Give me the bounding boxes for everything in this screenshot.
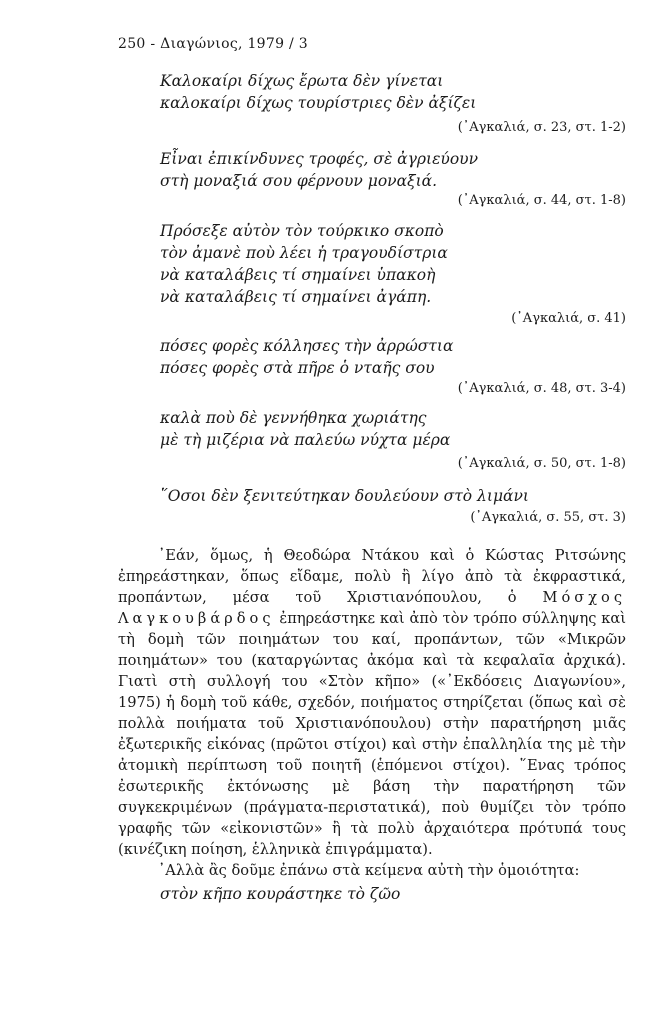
- poem-excerpt: [160, 485, 529, 507]
- verse-line: καλοκαίρι δίχως τουρίστριες δὲν ἀξίζει: [160, 94, 477, 112]
- verse-line: ῞Οσοι δὲν ξενιτεύτηκαν δουλεύουν στὸ λιμάνι: [160, 487, 529, 505]
- verse-line: στὸν κῆπο κουράστηκε τὸ ζῶο: [160, 885, 401, 903]
- paragraph: ᾿Αλλὰ ἂς δοῦμε ἐπάνω στὰ κείμενα αὐτὴ τὴν ὁμοιότητα:: [158, 862, 580, 879]
- poem-excerpt: [160, 148, 478, 192]
- verse-line: στὴ μοναξιά σου φέρνουν μοναξιά.: [160, 172, 438, 190]
- verse-line: Εἶναι ἐπικίνδυνες τροφές, σὲ ἀγριεύουν: [160, 150, 479, 168]
- verse-line: νὰ καταλάβεις τί σημαίνει ὑπακοὴ: [160, 266, 436, 284]
- body-text: [118, 545, 626, 881]
- verse-line: μὲ τὴ μιζέρια νὰ παλεύω νύχτα μέρα: [160, 431, 451, 449]
- verse-line: πόσες φορὲς κόλλησες τὴν ἀρρώστια: [160, 337, 454, 355]
- citation: (᾿Αγκαλιά, σ. 55, στ. 3): [470, 510, 626, 525]
- poet-name: Μόσχος Λαγκουβάρδος: [118, 589, 626, 627]
- verse-line: Πρόσεξε αὐτὸν τὸν τούρκικο σκοπὸ: [160, 222, 444, 240]
- poem-excerpt: [160, 70, 476, 114]
- verse-line: πόσες φορὲς στὰ πῆρε ὁ νταῆς σου: [160, 359, 435, 377]
- citation: (᾿Αγκαλιά, σ. 44, στ. 1-8): [457, 193, 626, 208]
- paragraph: [118, 545, 626, 860]
- verse-line: καλὰ ποὺ δὲ γεννήθηκα χωριάτης: [160, 409, 427, 427]
- citation: (᾿Αγκαλιά, σ. 41): [511, 311, 626, 326]
- poem-excerpt: [160, 335, 453, 379]
- verse-line: νὰ καταλάβεις τί σημαίνει ἀγάπη.: [160, 288, 432, 306]
- citation: (᾿Αγκαλιά, σ. 48, στ. 3-4): [457, 381, 626, 396]
- paragraph-text: ἐπηρεάστηκε καὶ ἀπὸ τὸν τρόπο σύλληψης καὶ τὴ δομὴ τῶν ποιημάτων του καί, προπάντων, τῶν «Μικρῶν ποιημάτων» του (καταργώντας ἀκόμα καὶ τὰ κεφαλαῖα ἀρχικά). Γιατὶ στὴ συλλογή του «Στὸν κῆπο» («᾿Εκδόσεις Διαγωνίου», 1975) ἡ δομὴ τοῦ κάθε, σχεδόν, ποιήματος στηρίζεται (ὅπως καὶ σὲ πολλὰ ποιήματα τοῦ Χριστιανόπουλου) στὴν παρατήρηση μιᾶς ἐξωτερικῆς εἰκόνας (πρῶτοι στίχοι) καὶ στὴν ἐπαλληλία της μὲ τὴν ἀτομικὴ περίπτωση τοῦ ποιητῆ (ἑπόμενοι στίχοι). ῞Ενας τρόπος ἐσωτερικῆς ἐκτόνωσης μὲ βάση τὴν παρατήρηση τῶν συγκεκριμένων (πράγματα-περιστατικά), ποὺ θυμίζει τὸν τρόπο γραφῆς τῶν «εἰκονιστῶν» ἢ τὰ πολὺ ἀρχαιότερα πρότυπά τους (κινέζικη ποίηση, ἑλληνικὰ ἐπιγράμματα).: [118, 610, 627, 858]
- citation: (᾿Αγκαλιά, σ. 23, στ. 1-2): [457, 120, 626, 135]
- running-head: 250 - Διαγώνιος, 1979 / 3: [118, 36, 309, 52]
- verse-line: τὸν ἀμανὲ ποὺ λέει ἡ τραγουδίστρια: [160, 244, 448, 262]
- poem-excerpt: [160, 220, 448, 308]
- verse-line: Καλοκαίρι δίχως ἔρωτα δὲν γίνεται: [160, 72, 444, 90]
- citation: (᾿Αγκαλιά, σ. 50, στ. 1-8): [457, 456, 626, 471]
- paragraph-text: ᾿Εάν, ὅμως, ἡ Θεοδώρα Ντάκου καὶ ὁ Κώστας Ριτσώνης ἐπηρεάστηκαν, ὅπως εἴδαμε, πολὺ ἢ λίγο ἀπὸ τὰ ἐκφραστικά, προπάντων, μέσα τοῦ Χριστιανόπουλου, ὁ: [118, 547, 626, 606]
- poem-excerpt: [160, 407, 450, 451]
